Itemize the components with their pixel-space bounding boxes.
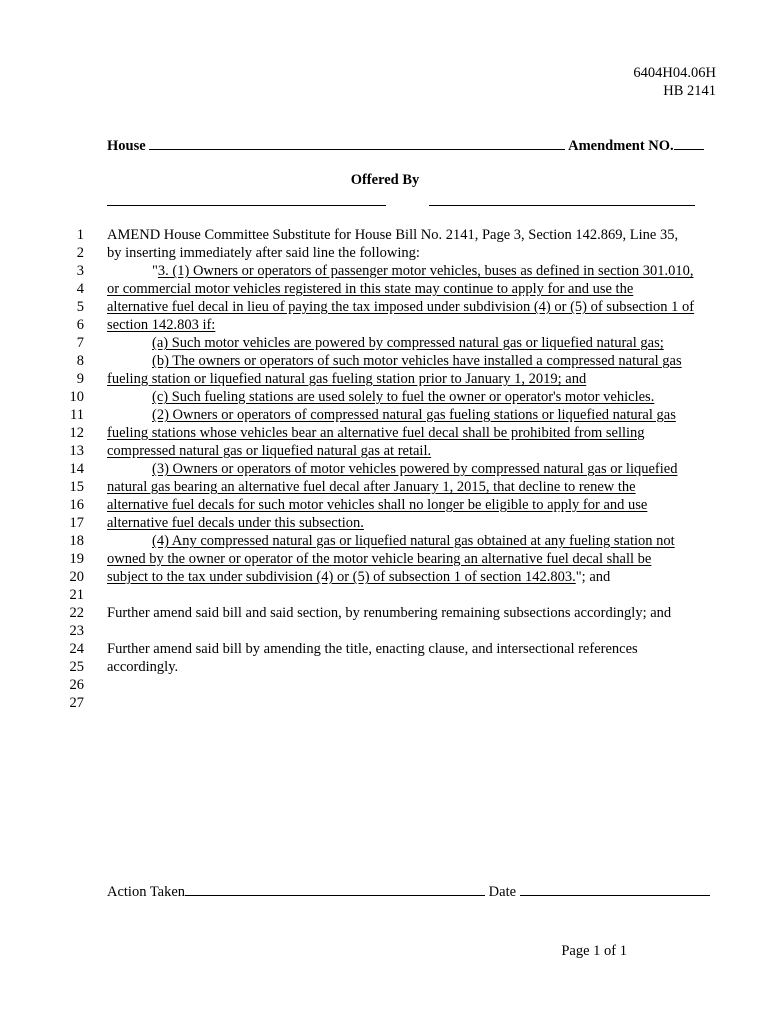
line-number: 13: [69, 443, 84, 459]
inserted-text: (2) Owners or operators of compressed natural gas fueling stations or liquefied natural gas: [152, 407, 676, 423]
inserted-text: fueling stations whose vehicles bear an alternative fuel decal shall be prohibited from selling: [107, 425, 645, 441]
line-number: 5: [76, 299, 84, 315]
amendment-number-blank: [674, 137, 704, 150]
line-number: 21: [69, 587, 84, 603]
inserted-text: alternative fuel decal in lieu of paying the tax imposed under subdivision (4) or (5) of subsection 1 of: [107, 299, 695, 315]
line-number: 11: [70, 407, 84, 423]
line-number: 23: [69, 623, 84, 639]
document-id: 6404H04.06H: [633, 65, 716, 81]
body-line: accordingly.: [107, 659, 179, 675]
line-number: 26: [69, 677, 84, 693]
line-number: 6: [76, 317, 84, 333]
body-line: Further amend said bill by amending the title, enacting clause, and intersectional references: [107, 641, 638, 657]
line-number: 17: [69, 515, 84, 531]
action-taken-line: [185, 883, 485, 896]
page-number: Page 1 of 1: [561, 943, 627, 959]
line-number: 19: [69, 551, 84, 567]
body-line: by inserting immediately after said line the following:: [107, 245, 420, 261]
amendment-header: [107, 137, 711, 155]
document-id-block: [633, 64, 716, 100]
line-number: 14: [69, 461, 84, 477]
line-number: 1: [76, 227, 84, 243]
inserted-text: (c) Such fueling stations are used solely to fuel the owner or operator's motor vehicles.: [152, 389, 655, 405]
line-number: 7: [76, 335, 84, 351]
line-number: 9: [76, 371, 84, 387]
body-line: AMEND House Committee Substitute for House Bill No. 2141, Page 3, Section 142.869, Line 35,: [107, 227, 679, 243]
body-line: [152, 263, 693, 280]
body-line: [107, 569, 610, 586]
line-number: 4: [76, 281, 84, 297]
bill-number: HB 2141: [663, 83, 716, 99]
offered-by-line-right: [429, 205, 695, 206]
house-blank-line: [149, 137, 565, 150]
line-number: 27: [69, 695, 84, 711]
amendment-label: Amendment NO.: [568, 138, 674, 154]
offered-by-heading: Offered By: [350, 172, 420, 188]
inserted-text: owned by the owner or operator of the motor vehicle bearing an alternative fuel decal shall be: [107, 551, 652, 567]
inserted-text: subject to the tax under subdivision (4) or (5) of subsection 1 of section 142.803.: [107, 569, 576, 585]
line-number: 10: [69, 389, 84, 405]
inserted-text: (3) Owners or operators of motor vehicles powered by compressed natural gas or liquefied: [152, 461, 678, 477]
line-number: 8: [76, 353, 84, 369]
inserted-text: (a) Such motor vehicles are powered by compressed natural gas or liquefied natural gas;: [152, 335, 664, 351]
inserted-text: (b) The owners or operators of such motor vehicles have installed a compressed natural gas: [152, 353, 682, 369]
line-number: 2: [76, 245, 84, 261]
inserted-text: or commercial motor vehicles registered in this state may continue to apply for and use the: [107, 281, 634, 297]
inserted-text: fueling station or liquefied natural gas fueling station prior to January 1, 2019; and: [107, 371, 587, 387]
date-label: Date: [488, 884, 517, 900]
inserted-text: compressed natural gas or liquefied natural gas at retail.: [107, 443, 432, 459]
line-number: 24: [69, 641, 84, 657]
line-number: 15: [69, 479, 84, 495]
inserted-text: alternative fuel decals under this subsection.: [107, 515, 364, 531]
inserted-text: natural gas bearing an alternative fuel decal after January 1, 2015, that decline to renew the: [107, 479, 636, 495]
line-number: 16: [69, 497, 84, 513]
line-number: 25: [69, 659, 84, 675]
line-number: 22: [69, 605, 84, 621]
line-number: 18: [69, 533, 84, 549]
action-footer: [107, 883, 715, 901]
line-number: 20: [69, 569, 84, 585]
offered-by-line-left: [107, 205, 386, 206]
date-line: [520, 883, 710, 896]
inserted-text: (4) Any compressed natural gas or liquefied natural gas obtained at any fueling station not: [152, 533, 675, 549]
inserted-text: alternative fuel decals for such motor vehicles shall no longer be eligible to apply for and use: [107, 497, 648, 513]
open-quote: ": [152, 263, 158, 279]
action-taken-label: Action Taken: [107, 884, 186, 900]
inserted-text: 3. (1) Owners or operators of passenger motor vehicles, buses as defined in section 301.010,: [157, 263, 694, 279]
inserted-text: section 142.803 if:: [107, 317, 216, 333]
line-number: 3: [76, 263, 84, 279]
body-line: Further amend said bill and said section, by renumbering remaining subsections accordingly; and: [107, 605, 672, 621]
close-quote: "; and: [575, 569, 611, 585]
line-number: 12: [69, 425, 84, 441]
house-label: House: [107, 138, 146, 154]
